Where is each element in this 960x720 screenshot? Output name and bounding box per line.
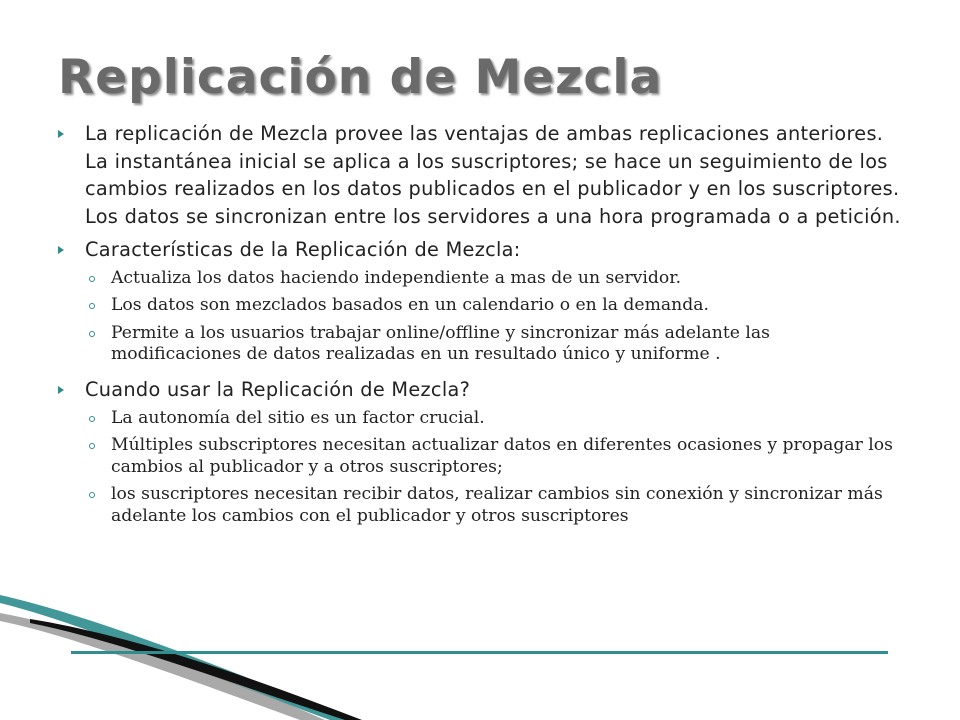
- slide-content: [54, 120, 904, 533]
- list-item-text: La autonomía del sitio es un factor crucial.: [111, 407, 485, 428]
- list-item: [54, 408, 904, 430]
- list-item: [54, 268, 904, 290]
- slide-title: Replicación de Mezcla: [58, 50, 663, 105]
- corner-swoosh-decoration: [0, 595, 400, 720]
- ring-bullet-icon: [89, 443, 95, 449]
- ring-bullet-icon: [89, 492, 95, 498]
- list-item: [54, 295, 904, 317]
- intro-text: La replicación de Mezcla provee las ventajas de ambas replicaciones anteriores. La instantánea inicial se aplica a los suscriptores; se hace un seguimiento de los cambios realizados en los datos publicados en el publicador y en los suscriptores. Los datos se sincronizan entre los servidores a una hora programada o a petición.: [85, 122, 901, 228]
- ring-bullet-icon: [89, 303, 95, 309]
- list-item-text: Permite a los usuarios trabajar online/offline y sincronizar más adelante las modificaciones de datos realizadas en un resultado único y uniforme .: [111, 322, 770, 365]
- intro-paragraph: [54, 120, 904, 230]
- list-item-text: Actualiza los datos haciendo independiente a mas de un servidor.: [111, 267, 682, 288]
- triangle-bullet-icon: [58, 386, 64, 394]
- ring-bullet-icon: [89, 331, 95, 337]
- section-heading-text: Características de la Replicación de Mezcla:: [85, 238, 521, 262]
- section-heading-caracteristicas: [54, 236, 904, 264]
- section-heading-cuando-usar: [54, 376, 904, 404]
- list-item: [54, 435, 904, 478]
- triangle-bullet-icon: [58, 130, 64, 138]
- section-heading-text: Cuando usar la Replicación de Mezcla?: [85, 377, 471, 401]
- list-item: [54, 484, 904, 527]
- bottom-divider: [71, 651, 888, 654]
- list-item: [54, 323, 904, 366]
- triangle-bullet-icon: [58, 246, 64, 254]
- list-item-text: los suscriptores necesitan recibir datos, realizar cambios sin conexión y sincronizar más adelante los cambios con el publicador y otros suscriptores: [111, 484, 883, 526]
- list-item-text: Los datos son mezclados basados en un calendario o en la demanda.: [111, 295, 709, 316]
- ring-bullet-icon: [89, 416, 95, 422]
- list-item-text: Múltiples subscriptores necesitan actualizar datos en diferentes ocasiones y propagar los cambios al publicador y a otros suscriptores;: [111, 435, 893, 477]
- ring-bullet-icon: [89, 276, 95, 282]
